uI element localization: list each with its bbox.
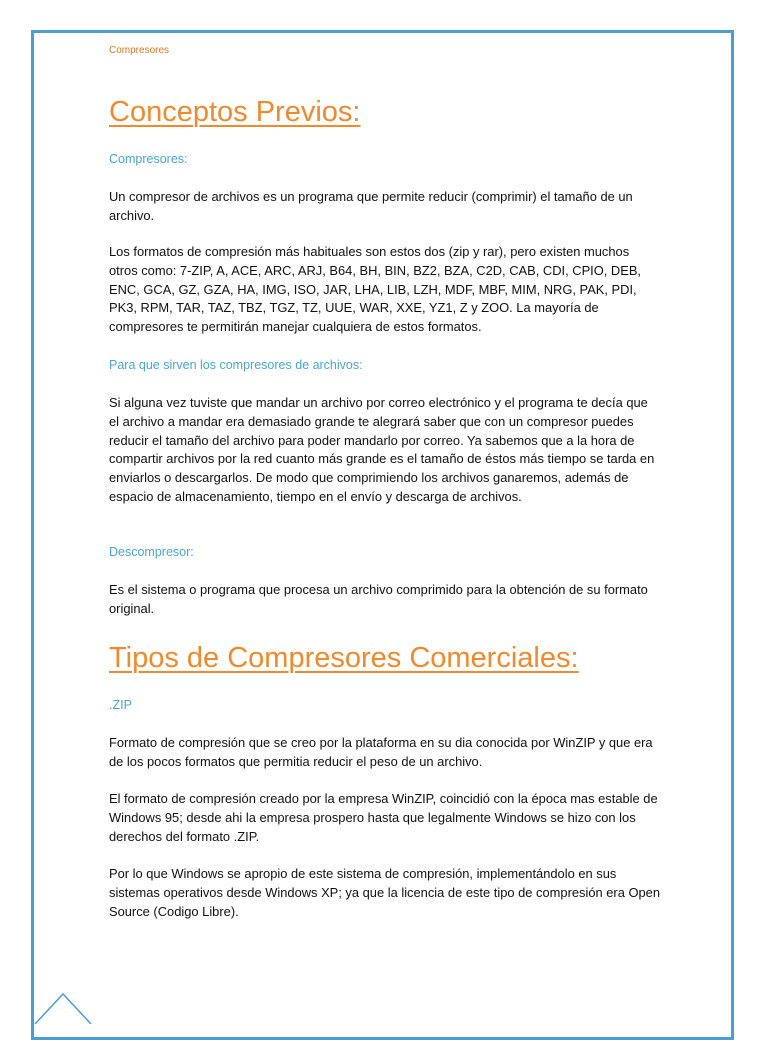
paragraph: El formato de compresión creado por la empresa WinZIP, coincidió con la época mas estable de Windows 95; desde ahi la empresa prospero hasta que legalmente Windows se hizo con los derechos del formato .ZIP. [109,791,658,844]
paragraph: Los formatos de compresión más habituales son estos dos (zip y rar), pero existen muchos otros como: 7-ZIP, A, ACE, ARC, ARJ, B64, BH, BIN, BZ2, BZA, C2D, CAB, CDI, CPIO, DEB, ENC, GCA, GZ, GZA, HA, IMG, ISO, JAR, LHA, LIB, LZH, MDF, MBF, MIM, NRG, PAK, PDI, PK3, RPM, TAR, TAZ, TBZ, TGZ, TZ, UUE, WAR, XXE, YZ1, Z y ZOO. La mayoría de compresores te permitirán manejar cualquiera de estos formatos. [109,244,642,335]
paragraph: Por lo que Windows se apropio de este sistema de compresión, implementándolo en sus sistemas operativos desde Windows XP; ya que la licencia de este tipo de compresión era Open Source (Codigo Libre). [109,866,661,919]
paragraph: Si alguna vez tuviste que mandar un archivo por correo electrónico y el programa te decía que el archivo a mandar era demasiado grande te alegrará saber que con un compresor puedes reducir el tamaño del archivo para poder mandarlo por correo. Ya sabemos que a la hora de compartir archivos por la red cuanto más grande es el tamaño de éstos más tiempo se tarda en enviarlos o descargarlos. De modo que comprimiendo los archivos ganaremos, además de espacio de almacenamiento, tiempo en el envío y descarga de archivos. [109,395,655,504]
section-title-tipos: Tipos de Compresores Comerciales: [109,642,579,674]
paragraph: Un compresor de archivos es un programa que permite reducir (comprimir) el tamaño de un archivo. [109,189,633,223]
paragraph: Es el sistema o programa que procesa un archivo comprimido para la obtención de su formato original. [109,582,648,616]
paragraph: Formato de compresión que se creo por la plataforma en su dia conocida por WinZIP y que era de los pocos formatos que permitia reducir el peso de un archivo. [109,735,653,769]
subheading-descompresor: Descompresor: [109,545,194,559]
subheading-zip: .ZIP [109,698,132,712]
subheading-compresores: Compresores: [109,152,188,166]
section-title-conceptos: Conceptos Previos: [109,96,361,128]
page-header: Compresores [109,45,170,56]
subheading-para-que-sirven: Para que sirven los compresores de archivos: [109,358,363,372]
corner-diamond-icon [33,990,103,1024]
